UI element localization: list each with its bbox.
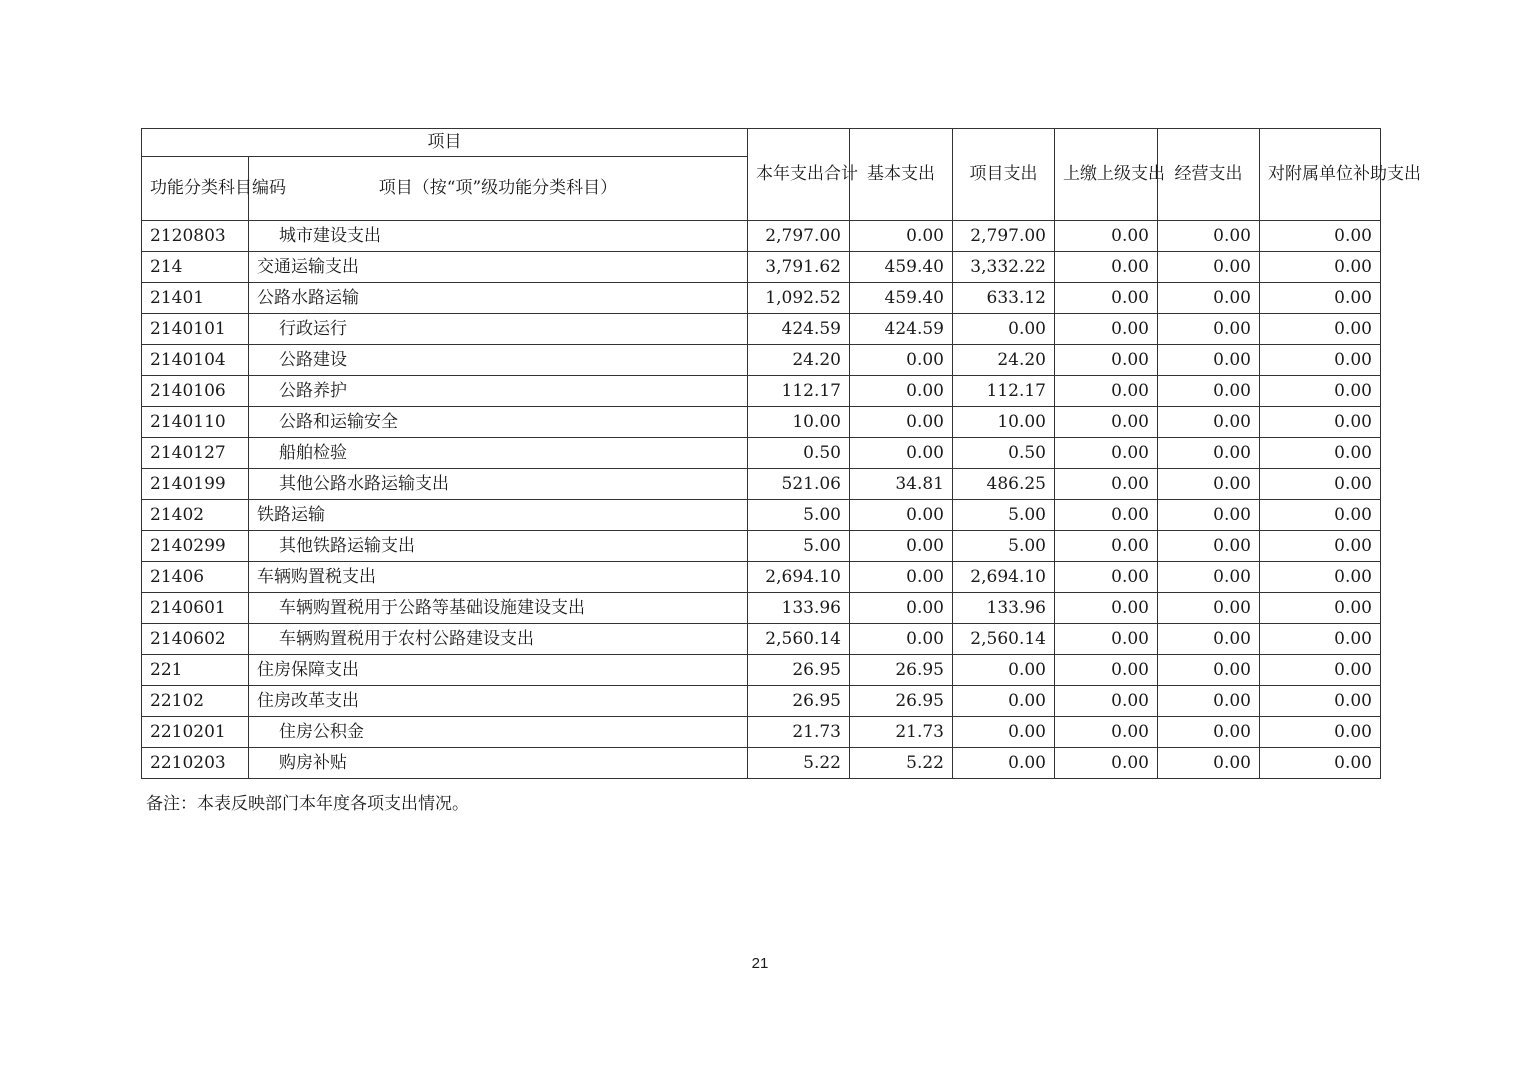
cell-basic: 0.00 [850,221,953,252]
cell-project: 133.96 [953,593,1055,624]
cell-project: 2,560.14 [953,624,1055,655]
cell-basic: 5.22 [850,748,953,779]
cell-project: 486.25 [953,469,1055,500]
cell-name: 行政运行 [249,314,748,345]
cell-subsidiary: 0.00 [1260,469,1381,500]
header-total: 本年支出合计 [748,129,850,221]
cell-superior: 0.00 [1055,531,1158,562]
cell-code: 2140299 [142,531,249,562]
cell-total: 3,791.62 [748,252,850,283]
cell-project: 633.12 [953,283,1055,314]
table-row [142,221,1381,252]
table-row [142,500,1381,531]
cell-project: 2,797.00 [953,221,1055,252]
table-row [142,624,1381,655]
table-row [142,345,1381,376]
cell-superior: 0.00 [1055,345,1158,376]
cell-project: 0.00 [953,655,1055,686]
cell-subsidiary: 0.00 [1260,252,1381,283]
cell-code: 2140104 [142,345,249,376]
cell-total: 521.06 [748,469,850,500]
cell-superior: 0.00 [1055,593,1158,624]
cell-business: 0.00 [1158,500,1260,531]
cell-superior: 0.00 [1055,624,1158,655]
cell-name: 铁路运输 [249,500,748,531]
header-superior: 上缴上级支出 [1055,129,1158,221]
cell-subsidiary: 0.00 [1260,624,1381,655]
cell-name: 车辆购置税用于农村公路建设支出 [249,624,748,655]
expenditure-table [141,128,1421,779]
cell-name: 城市建设支出 [249,221,748,252]
cell-basic: 459.40 [850,252,953,283]
cell-superior: 0.00 [1055,252,1158,283]
page-number: 21 [751,955,769,972]
cell-total: 112.17 [748,376,850,407]
cell-code: 214 [142,252,249,283]
cell-code: 2140602 [142,624,249,655]
cell-basic: 0.00 [850,500,953,531]
cell-code: 2140110 [142,407,249,438]
cell-basic: 0.00 [850,562,953,593]
cell-subsidiary: 0.00 [1260,221,1381,252]
cell-code: 2140127 [142,438,249,469]
cell-total: 2,560.14 [748,624,850,655]
header-project: 项目支出 [953,129,1055,221]
cell-business: 0.00 [1158,531,1260,562]
cell-subsidiary: 0.00 [1260,438,1381,469]
cell-basic: 0.00 [850,531,953,562]
table-row [142,407,1381,438]
cell-total: 0.50 [748,438,850,469]
cell-basic: 424.59 [850,314,953,345]
cell-business: 0.00 [1158,748,1260,779]
cell-code: 2120803 [142,221,249,252]
header-basic: 基本支出 [850,129,953,221]
table-body [142,221,1381,779]
cell-total: 5.00 [748,500,850,531]
cell-name: 住房保障支出 [249,655,748,686]
table-row [142,531,1381,562]
cell-subsidiary: 0.00 [1260,345,1381,376]
cell-basic: 26.95 [850,686,953,717]
cell-subsidiary: 0.00 [1260,686,1381,717]
table-row [142,717,1381,748]
cell-business: 0.00 [1158,717,1260,748]
cell-name: 公路养护 [249,376,748,407]
cell-name: 船舶检验 [249,438,748,469]
cell-basic: 26.95 [850,655,953,686]
cell-business: 0.00 [1158,593,1260,624]
cell-name: 车辆购置税用于公路等基础设施建设支出 [249,593,748,624]
cell-code: 221 [142,655,249,686]
cell-business: 0.00 [1158,283,1260,314]
cell-superior: 0.00 [1055,748,1158,779]
cell-total: 5.00 [748,531,850,562]
table-header [142,129,1421,221]
cell-total: 2,797.00 [748,221,850,252]
cell-business: 0.00 [1158,314,1260,345]
cell-name: 公路水路运输 [249,283,748,314]
cell-basic: 0.00 [850,624,953,655]
header-subsidiary: 对附属单位补助支出 [1260,129,1381,221]
cell-total: 10.00 [748,407,850,438]
cell-name: 其他公路水路运输支出 [249,469,748,500]
cell-project: 24.20 [953,345,1055,376]
cell-code: 2140101 [142,314,249,345]
cell-total: 24.20 [748,345,850,376]
cell-project: 10.00 [953,407,1055,438]
cell-code: 21402 [142,500,249,531]
cell-basic: 0.00 [850,376,953,407]
cell-name: 交通运输支出 [249,252,748,283]
cell-subsidiary: 0.00 [1260,531,1381,562]
cell-superior: 0.00 [1055,221,1158,252]
cell-name: 购房补贴 [249,748,748,779]
cell-subsidiary: 0.00 [1260,748,1381,779]
table-row [142,686,1381,717]
cell-superior: 0.00 [1055,717,1158,748]
table-row [142,562,1381,593]
cell-superior: 0.00 [1055,469,1158,500]
cell-subsidiary: 0.00 [1260,562,1381,593]
table-row [142,438,1381,469]
table-row [142,283,1381,314]
table-row [142,469,1381,500]
cell-total: 21.73 [748,717,850,748]
header-business: 经营支出 [1158,129,1260,221]
cell-name: 住房改革支出 [249,686,748,717]
header-row-group [142,129,1381,157]
cell-business: 0.00 [1158,252,1260,283]
cell-subsidiary: 0.00 [1260,655,1381,686]
table-row [142,655,1381,686]
cell-project: 0.00 [953,717,1055,748]
cell-name: 住房公积金 [249,717,748,748]
cell-superior: 0.00 [1055,500,1158,531]
cell-business: 0.00 [1158,221,1260,252]
cell-basic: 0.00 [850,407,953,438]
cell-subsidiary: 0.00 [1260,314,1381,345]
cell-subsidiary: 0.00 [1260,283,1381,314]
cell-basic: 0.00 [850,345,953,376]
table-row [142,376,1381,407]
cell-project: 0.00 [953,748,1055,779]
cell-business: 0.00 [1158,438,1260,469]
cell-basic: 34.81 [850,469,953,500]
cell-subsidiary: 0.00 [1260,376,1381,407]
cell-business: 0.00 [1158,686,1260,717]
cell-name: 车辆购置税支出 [249,562,748,593]
cell-superior: 0.00 [1055,655,1158,686]
cell-business: 0.00 [1158,407,1260,438]
cell-total: 133.96 [748,593,850,624]
table-row [142,748,1381,779]
cell-superior: 0.00 [1055,376,1158,407]
cell-code: 21406 [142,562,249,593]
cell-name: 其他铁路运输支出 [249,531,748,562]
cell-project: 112.17 [953,376,1055,407]
cell-business: 0.00 [1158,469,1260,500]
cell-superior: 0.00 [1055,562,1158,593]
cell-basic: 21.73 [850,717,953,748]
table-row [142,252,1381,283]
expenditure-table-container [141,128,1421,779]
cell-project: 3,332.22 [953,252,1055,283]
cell-basic: 0.00 [850,593,953,624]
cell-name: 公路和运输安全 [249,407,748,438]
cell-basic: 0.00 [850,438,953,469]
table-row [142,593,1381,624]
header-code: 功能分类科目编码 [142,157,249,221]
cell-business: 0.00 [1158,562,1260,593]
cell-total: 5.22 [748,748,850,779]
cell-total: 26.95 [748,655,850,686]
table-note: 备注：本表反映部门本年度各项支出情况。 [146,794,469,814]
cell-code: 2140106 [142,376,249,407]
cell-superior: 0.00 [1055,314,1158,345]
cell-subsidiary: 0.00 [1260,407,1381,438]
cell-project: 5.00 [953,500,1055,531]
cell-business: 0.00 [1158,345,1260,376]
cell-superior: 0.00 [1055,438,1158,469]
cell-code: 2210203 [142,748,249,779]
cell-code: 2140601 [142,593,249,624]
cell-business: 0.00 [1158,655,1260,686]
cell-subsidiary: 0.00 [1260,717,1381,748]
cell-superior: 0.00 [1055,686,1158,717]
cell-code: 22102 [142,686,249,717]
cell-code: 21401 [142,283,249,314]
cell-superior: 0.00 [1055,407,1158,438]
cell-name: 公路建设 [249,345,748,376]
cell-total: 1,092.52 [748,283,850,314]
cell-total: 424.59 [748,314,850,345]
cell-business: 0.00 [1158,376,1260,407]
cell-code: 2210201 [142,717,249,748]
header-item-group: 项目 [142,129,748,157]
cell-total: 26.95 [748,686,850,717]
cell-project: 0.50 [953,438,1055,469]
cell-project: 0.00 [953,314,1055,345]
cell-basic: 459.40 [850,283,953,314]
cell-project: 0.00 [953,686,1055,717]
cell-superior: 0.00 [1055,283,1158,314]
cell-project: 2,694.10 [953,562,1055,593]
header-name: 项目（按“项”级功能分类科目） [249,157,748,221]
cell-business: 0.00 [1158,624,1260,655]
cell-subsidiary: 0.00 [1260,500,1381,531]
cell-subsidiary: 0.00 [1260,593,1381,624]
cell-project: 5.00 [953,531,1055,562]
table-row [142,314,1381,345]
cell-code: 2140199 [142,469,249,500]
cell-total: 2,694.10 [748,562,850,593]
